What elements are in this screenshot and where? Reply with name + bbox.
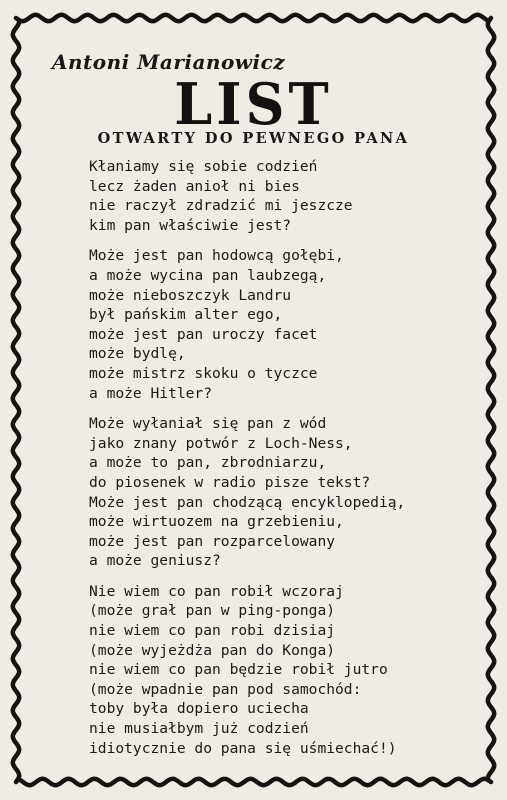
poem <box>89 157 405 769</box>
poem-line: nie musiałbym już codzień <box>89 720 309 738</box>
poem-line: nie wiem co pan robi dzisiaj <box>89 622 336 640</box>
poem-line: (może grał pan w ping-ponga) <box>89 602 336 620</box>
poem-line: (może wyjeżdża pan do Konga) <box>89 641 336 659</box>
poem-line: może nieboszczyk Landru <box>89 286 292 304</box>
poem-line: może jest pan rozparcelowany <box>89 532 336 550</box>
stanza <box>89 582 405 758</box>
stanza <box>89 414 405 571</box>
poem-line: toby była dopiero uciecha <box>89 700 309 718</box>
author-name: Antoni Marianowicz <box>52 50 286 74</box>
poem-line: może wirtuozem na grzebieniu, <box>89 513 344 531</box>
poem-line: a może to pan, zbrodniarzu, <box>89 454 327 472</box>
stanza <box>89 246 405 403</box>
poem-line: Może jest pan chodzącą encyklopedią, <box>89 493 406 511</box>
poem-line: może mistrz skoku o tyczce <box>89 364 318 382</box>
poem-line: a może Hitler? <box>89 384 213 402</box>
poem-line: Kłaniamy się sobie codzień <box>89 158 318 175</box>
poem-line: a może geniusz? <box>89 552 221 570</box>
poem-line: nie wiem co pan będzie robił jutro <box>89 661 388 679</box>
poem-line: może jest pan uroczy facet <box>89 325 318 343</box>
poem-line: Może jest pan hodowcą gołębi, <box>89 247 344 265</box>
stanza <box>89 157 405 235</box>
poem-line: jako znany potwór z Loch-Ness, <box>89 434 353 452</box>
poem-line: a może wycina pan laubzegą, <box>89 266 327 284</box>
poem-line: idiotycznie do pana się uśmiechać!) <box>89 739 397 757</box>
page-title: LIST <box>174 70 333 138</box>
page-subtitle: OTWARTY DO PEWNEGO PANA <box>97 130 410 147</box>
poem-line: może bydlę, <box>89 345 186 363</box>
poem-line: Nie wiem co pan robił wczoraj <box>89 582 344 600</box>
poem-line: kim pan właściwie jest? <box>89 216 292 234</box>
poem-line: nie raczył zdradzić mi jeszcze <box>89 197 353 215</box>
poem-line: do piosenek w radio pisze tekst? <box>89 473 371 491</box>
poem-line: Może wyłaniał się pan z wód <box>89 415 327 433</box>
poem-line: (może wpadnie pan pod samochód: <box>89 680 362 698</box>
poem-line: był pańskim alter ego, <box>89 306 283 324</box>
poem-line: lecz żaden anioł ni bies <box>89 177 300 195</box>
